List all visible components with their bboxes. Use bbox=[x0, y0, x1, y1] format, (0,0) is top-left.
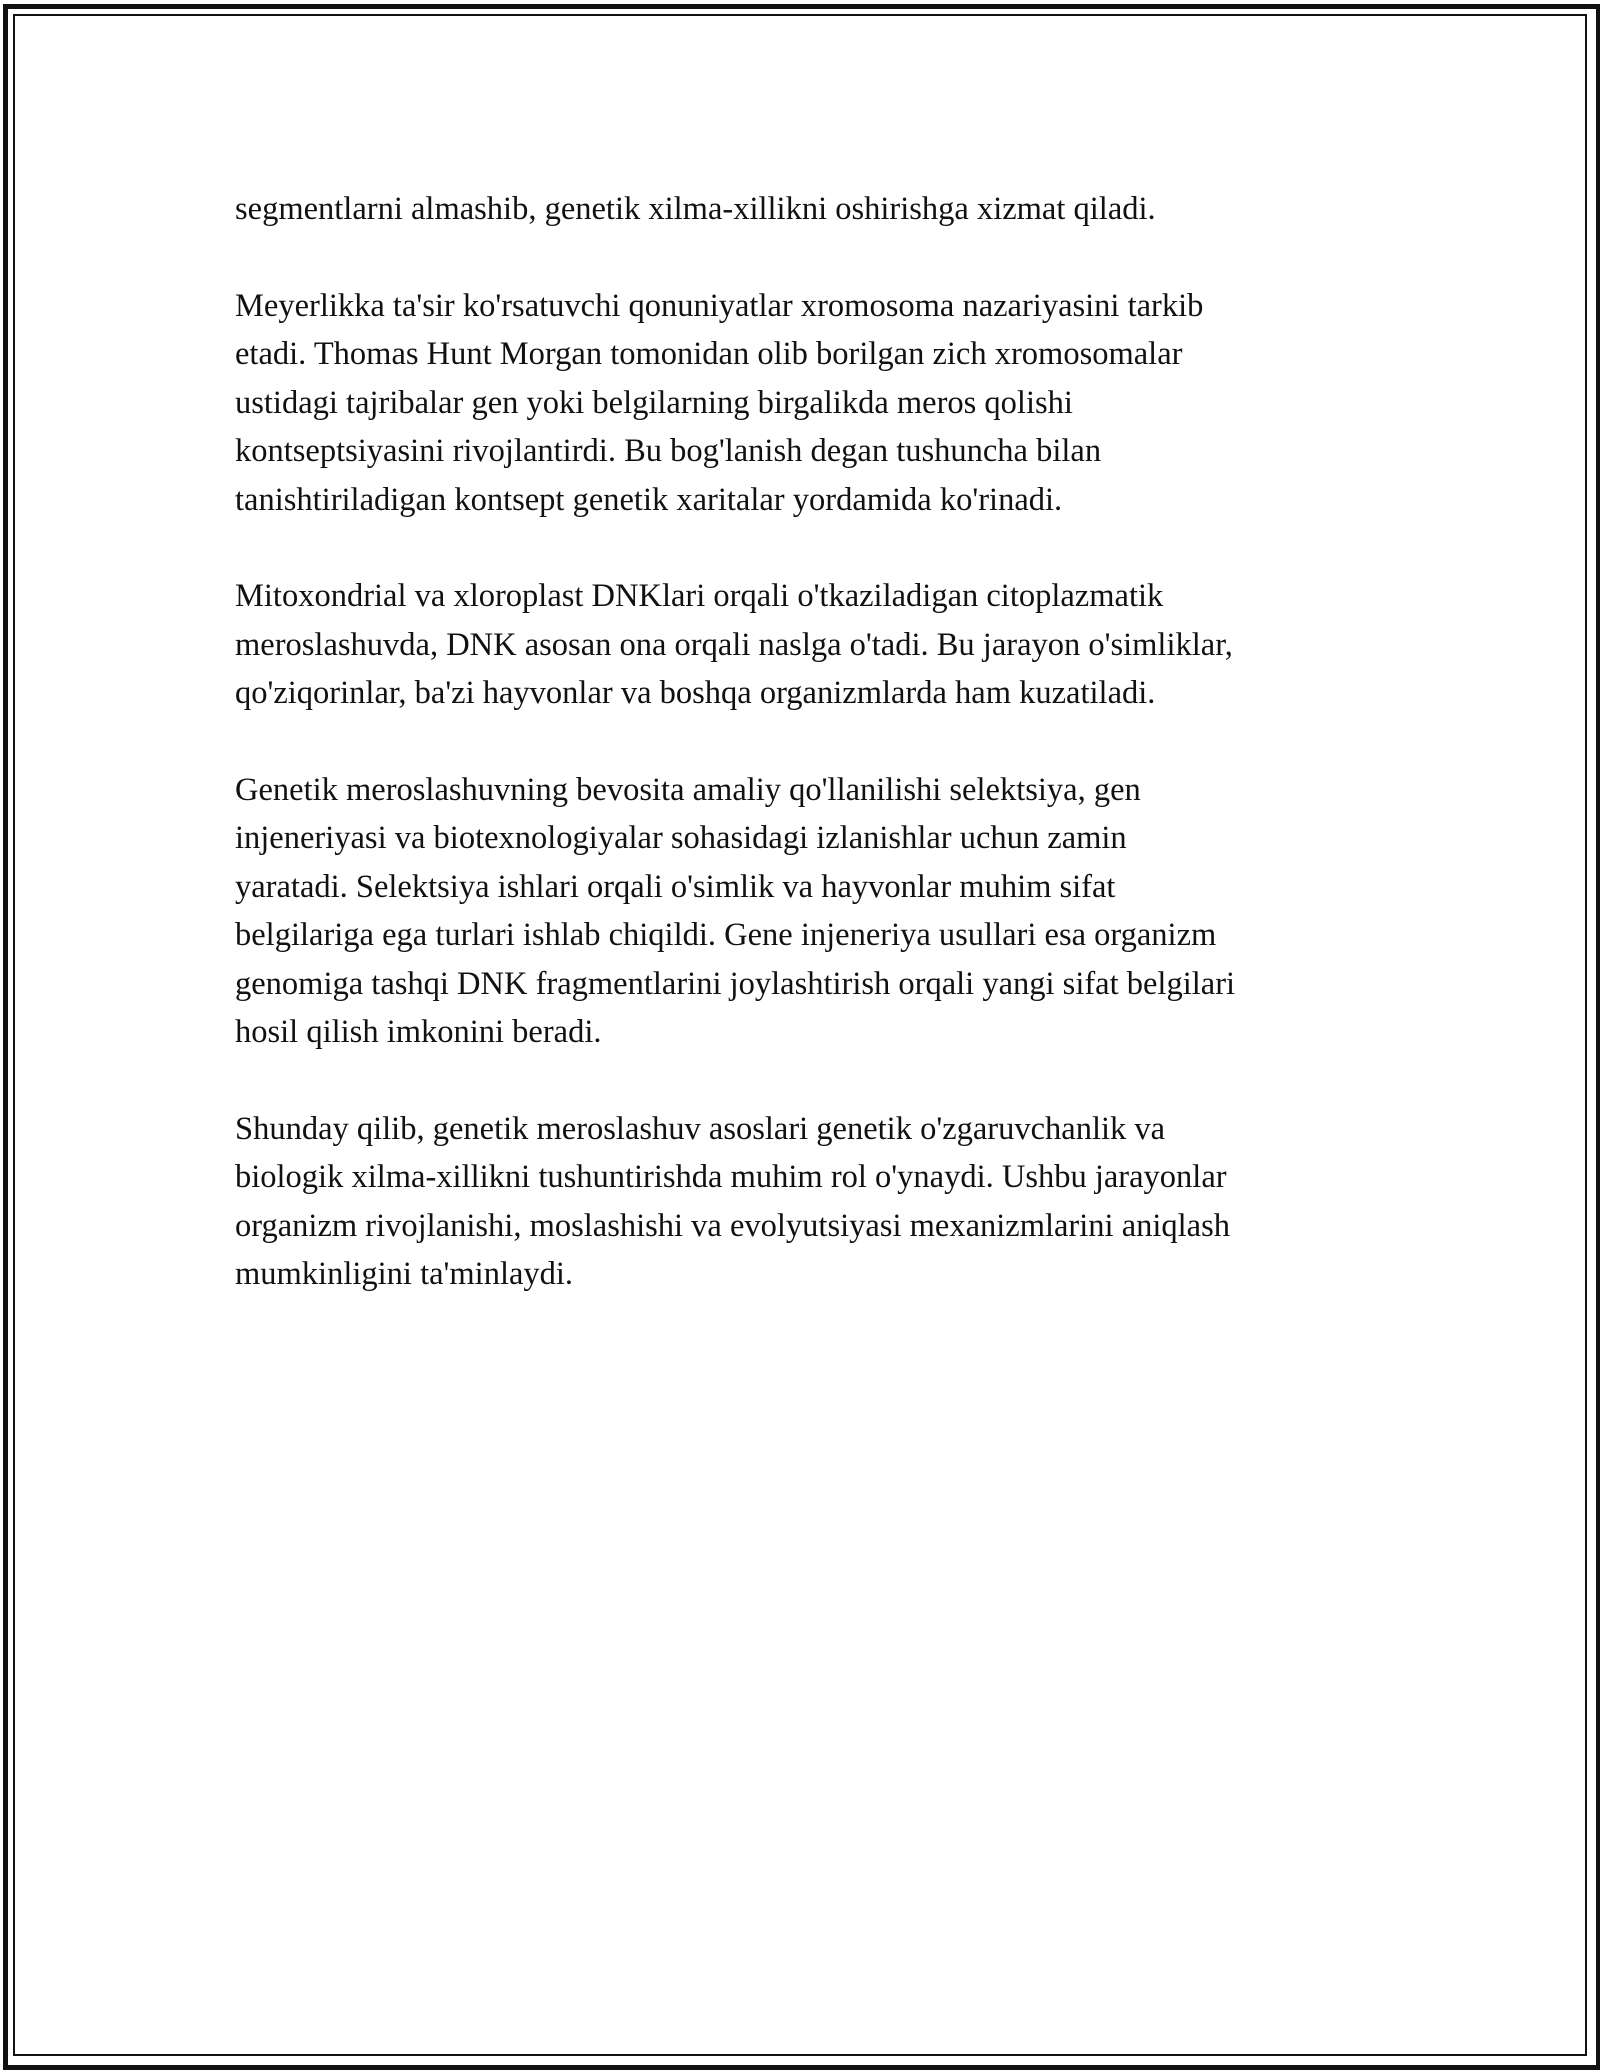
text-line: Genetik meroslashuvning bevosita amaliy qo'llanilishi selektsiya, gen bbox=[235, 771, 1141, 808]
text-line: Meyerlikka ta'sir ko'rsatuvchi qonuniyatlar xromosoma nazariyasini tarkib bbox=[235, 287, 1204, 324]
document-body bbox=[235, 185, 1385, 1347]
paragraph-1 bbox=[235, 185, 1385, 234]
text-line: Shunday qilib, genetik meroslashuv asoslari genetik o'zgaruvchanlik va bbox=[235, 1110, 1166, 1147]
text-line: Mitoxondrial va xloroplast DNKlari orqali o'tkaziladigan citoplazmatik bbox=[235, 578, 1164, 614]
text-line: segmentlarni almashib, genetik xilma-xillikni oshirishga xizmat qiladi. bbox=[235, 191, 1156, 227]
text-line: etadi. Thomas Hunt Morgan tomonidan olib borilgan zich xromosomalar bbox=[235, 336, 1183, 372]
paragraph-3 bbox=[235, 572, 1385, 718]
paragraph-4 bbox=[235, 766, 1385, 1057]
text-line: biologik xilma-xillikni tushuntirishda muhim rol o'ynaydi. Ushbu jarayonlar bbox=[235, 1159, 1227, 1195]
text-line: genomiga tashqi DNK fragmentlarini joylashtirish orqali yangi sifat belgilari bbox=[235, 965, 1236, 1002]
text-line: meroslashuvda, DNK asosan ona orqali naslga o'tadi. Bu jarayon o'simliklar, bbox=[235, 626, 1233, 663]
text-line: kontseptsiyasini rivojlantirdi. Bu bog'lanish degan tushuncha bilan bbox=[235, 433, 1102, 469]
text-line: organizm rivojlanishi, moslashishi va evolyutsiyasi mexanizmlarini aniqlash bbox=[235, 1207, 1230, 1244]
text-line: hosil qilish imkonini beradi. bbox=[235, 1014, 602, 1050]
text-line: belgilariga ega turlari ishlab chiqildi. Gene injeneriya usullari esa organizm bbox=[235, 917, 1217, 953]
text-line: mumkinligini ta'minlaydi. bbox=[235, 1256, 574, 1292]
text-line: ustidagi tajribalar gen yoki belgilarning birgalikda meros qolishi bbox=[235, 384, 1073, 421]
text-line: injeneriyasi va biotexnologiyalar sohasidagi izlanishlar uchun zamin bbox=[235, 820, 1127, 856]
paragraph-5 bbox=[235, 1105, 1385, 1299]
text-line: yaratadi. Selektsiya ishlari orqali o'simlik va hayvonlar muhim sifat bbox=[235, 868, 1116, 905]
text-line: tanishtiriladigan kontsept genetik xaritalar yordamida ko'rinadi. bbox=[235, 481, 1063, 518]
text-line: qo'ziqorinlar, ba'zi hayvonlar va boshqa organizmlarda ham kuzatiladi. bbox=[235, 675, 1156, 711]
paragraph-2 bbox=[235, 282, 1385, 525]
